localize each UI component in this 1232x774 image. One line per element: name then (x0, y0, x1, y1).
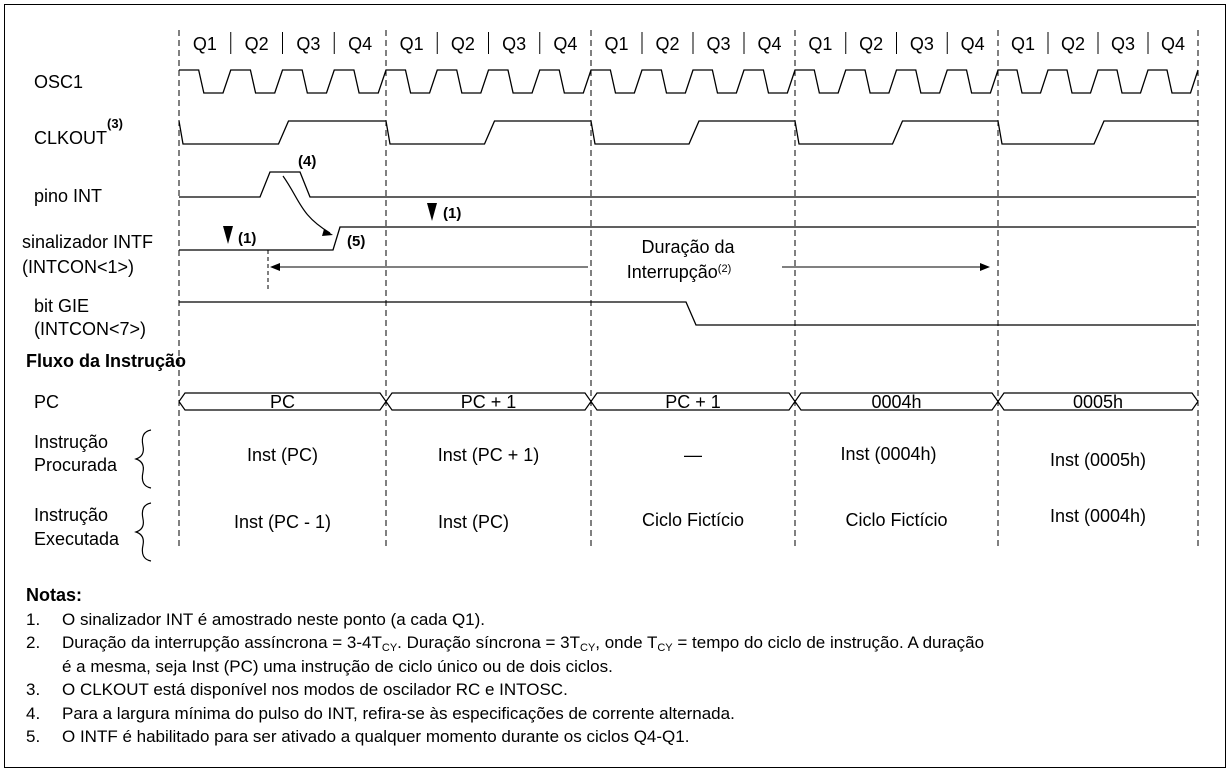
quarter-label: Q4 (348, 34, 373, 54)
pc-label: PC (34, 392, 60, 412)
note-2: 2. Duração da interrupção assíncrona = $3-4T_{CY}$. Duração síncrona = $3T_{CY}$, onde $T_{CY}$ = tempo do ciclo de instrução. A duração é a mesma, seja Inst (PC) uma instrução de ciclo único ou de dois ciclos. (26, 633, 985, 676)
executed-value: Inst (PC) (437, 512, 510, 532)
marker-4: (4) (298, 153, 317, 170)
executed-brace (136, 503, 151, 561)
executed-value: Ciclo Fictício (641, 510, 745, 530)
duration-label-line2: Interrupção$^{(2)}$ (626, 262, 732, 282)
fetched-value: Inst (0004h) (840, 444, 937, 464)
note-4: 4. Para a largura mínima do pulso do INT, refira-se às especificações de corrente alternada. (26, 703, 735, 723)
marker-1-a: (1) (238, 230, 257, 247)
notes-title: Notas: (26, 585, 83, 605)
note-3: 3. O CLKOUT está disponível nos modos de oscilador RC e INTOSC. (26, 680, 568, 699)
quarter-label: Q4 (960, 34, 985, 54)
sample-arrow-2 (427, 203, 437, 221)
quarter-label: Q2 (1060, 34, 1086, 54)
pulse-to-flag-curve (283, 176, 330, 233)
cycle-dividers (179, 30, 1198, 550)
note-5: 5. O INTF é habilitado para ser ativado a qualquer momento durante os ciclos Q4-Q1. (26, 727, 690, 746)
fetched-label-line2: Procurada (34, 455, 118, 475)
pulse-to-flag-arrowhead (322, 229, 333, 236)
fetched-label-line1: Instrução (34, 432, 109, 452)
gie-waveform (179, 302, 1196, 325)
fetched-value: Inst (PC) (246, 445, 319, 465)
gie-label-line1: bit GIE (34, 296, 90, 316)
gie-label-line2: (INTCON<7>) (34, 319, 147, 339)
pino-int-label: pino INT (34, 186, 103, 206)
pc-values (270, 392, 1123, 412)
quarter-label: Q1 (604, 34, 629, 54)
marker-5: (5) (347, 233, 366, 250)
fetched-value: — (684, 445, 702, 465)
executed-label-line2: Executada (34, 529, 120, 549)
executed-label-line1: Instrução (34, 505, 109, 525)
intf-label-line1: sinalizador INTF (22, 232, 154, 252)
duration-arrowhead-right (980, 263, 990, 271)
pc-value: 0004h (871, 392, 922, 412)
duration-arrowhead-left (270, 263, 280, 271)
quarter-label: Q3 (909, 34, 934, 54)
duration-label-line1: Duração da (641, 237, 735, 257)
quarter-labels (193, 34, 1185, 54)
osc1-label: OSC1 (34, 72, 84, 92)
quarter-label: Q3 (296, 34, 321, 54)
quarter-label: Q2 (244, 34, 269, 54)
quarter-label: Q4 (1160, 34, 1186, 54)
pc-value: PC (269, 392, 296, 412)
quarter-label: Q2 (450, 34, 475, 54)
flow-title: Fluxo da Instrução (26, 351, 187, 371)
quarter-label: Q1 (1010, 34, 1036, 54)
executed-value: Ciclo Fictício (845, 510, 948, 530)
quarter-label: Q4 (757, 34, 782, 54)
quarter-label: Q1 (808, 34, 833, 54)
pc-value: PC + 1 (460, 392, 517, 412)
pino-int-waveform (179, 172, 1196, 197)
marker-1-b: (1) (443, 205, 462, 222)
clkout-waveform (179, 121, 1198, 144)
clkout-label: CLKOUT$^{(3)}$ (34, 116, 123, 148)
osc1-waveform (179, 70, 1198, 93)
pc-value: PC + 1 (665, 392, 721, 412)
quarter-label: Q1 (192, 34, 217, 54)
fetched-value: Inst (0005h) (1049, 450, 1147, 470)
executed-value: Inst (PC - 1) (233, 512, 332, 532)
fetched-values (247, 444, 1146, 470)
quarter-label: Q2 (655, 34, 680, 54)
executed-values (234, 506, 1146, 532)
quarter-label: Q3 (1110, 34, 1136, 54)
pc-value: 0005h (1072, 392, 1124, 412)
fetched-value: Inst (PC + 1) (437, 445, 540, 465)
note-1: 1. O sinalizador INT é amostrado neste ponto (a cada Q1). (26, 609, 486, 629)
quarter-label: Q1 (399, 34, 424, 54)
executed-value: Inst (0004h) (1049, 506, 1147, 526)
notes (26, 584, 1206, 749)
quarter-label: Q4 (553, 34, 578, 54)
fetched-brace (136, 430, 151, 488)
quarter-label: Q3 (502, 34, 527, 54)
intf-label-line2: (INTCON<1>) (22, 257, 135, 277)
quarter-label: Q2 (859, 34, 884, 54)
quarter-label: Q3 (706, 34, 731, 54)
sample-arrow-1 (223, 226, 233, 244)
